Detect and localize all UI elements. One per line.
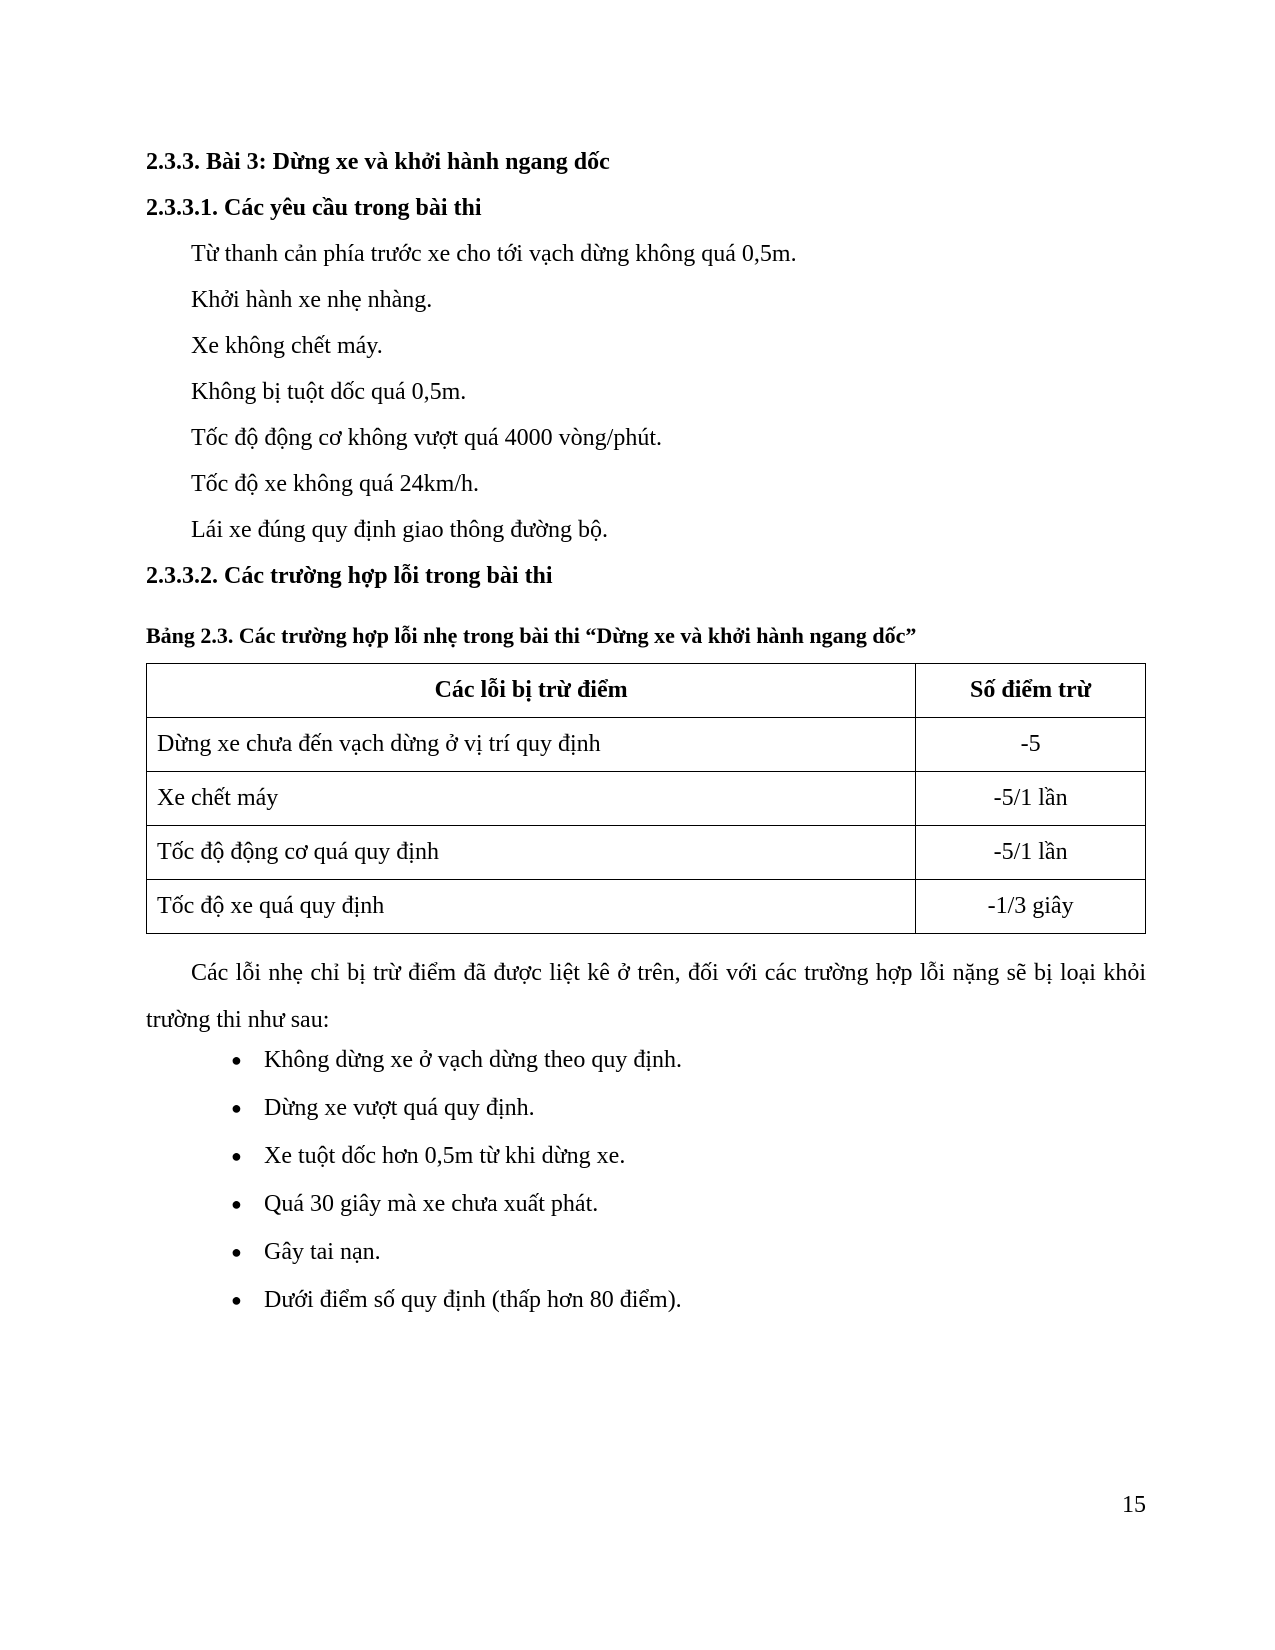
list-item	[226, 1228, 682, 1276]
bullet-icon: ●	[231, 1194, 242, 1214]
list-item-text: Gây tai nạn.	[264, 1239, 381, 1265]
table-caption: Bảng 2.3. Các trường hợp lỗi nhẹ trong bài thi “Dừng xe và khởi hành ngang dốc”	[146, 623, 917, 648]
page-number: 15	[1122, 1492, 1146, 1518]
bullet-icon: ●	[231, 1146, 242, 1166]
heavy-errors-list	[226, 1036, 682, 1324]
list-item-text: Dưới điểm số quy định (thấp hơn 80 điểm).	[264, 1287, 682, 1313]
table-header-row	[147, 664, 1146, 718]
bullet-icon: ●	[231, 1098, 242, 1118]
requirement-item: Không bị tuột dốc quá 0,5m.	[191, 379, 467, 405]
list-item-text: Xe tuột dốc hơn 0,5m từ khi dừng xe.	[264, 1143, 626, 1169]
points-cell: -5/1 lần	[916, 772, 1146, 826]
heavy-errors-note: Các lỗi nhẹ chỉ bị trừ điểm đã được liệt kê ở trên, đối với các trường hợp lỗi nặng sẽ bị loại khỏi trường thi như sau:	[146, 960, 1146, 1033]
list-item-text: Quá 30 giây mà xe chưa xuất phát.	[264, 1191, 599, 1217]
points-cell: -1/3 giây	[916, 880, 1146, 934]
error-cell: Tốc độ động cơ quá quy định	[147, 826, 916, 880]
list-item	[226, 1132, 682, 1180]
table-row	[147, 718, 1146, 772]
requirement-item: Tốc độ động cơ không vượt quá 4000 vòng/phút.	[191, 425, 663, 451]
error-cell: Dừng xe chưa đến vạch dừng ở vị trí quy định	[147, 718, 916, 772]
list-item	[226, 1276, 682, 1324]
error-cell: Xe chết máy	[147, 772, 916, 826]
error-cell: Tốc độ xe quá quy định	[147, 880, 916, 934]
points-cell: -5/1 lần	[916, 826, 1146, 880]
bullet-icon: ●	[231, 1242, 242, 1262]
table-row	[147, 826, 1146, 880]
bullet-icon: ●	[231, 1050, 242, 1070]
points-cell: -5	[916, 718, 1146, 772]
requirement-item: Từ thanh cản phía trước xe cho tới vạch dừng không quá 0,5m.	[191, 241, 797, 267]
list-item-text: Không dừng xe ở vạch dừng theo quy định.	[264, 1047, 682, 1073]
requirement-item: Tốc độ xe không quá 24km/h.	[191, 471, 479, 497]
table-row	[147, 880, 1146, 934]
column-header-points: Số điểm trừ	[916, 664, 1146, 718]
errors-heading: 2.3.3.2. Các trường hợp lỗi trong bài thi	[146, 563, 553, 589]
list-item	[226, 1180, 682, 1228]
list-item	[226, 1084, 682, 1132]
column-header-error: Các lỗi bị trừ điểm	[147, 664, 916, 718]
list-item	[226, 1036, 682, 1084]
bullet-icon: ●	[231, 1290, 242, 1310]
errors-table	[146, 663, 1146, 934]
requirement-item: Lái xe đúng quy định giao thông đường bộ.	[191, 517, 608, 543]
list-item-text: Dừng xe vượt quá quy định.	[264, 1095, 535, 1121]
requirement-item: Xe không chết máy.	[191, 333, 383, 359]
section-title: 2.3.3. Bài 3: Dừng xe và khởi hành ngang dốc	[146, 149, 610, 175]
table-row	[147, 772, 1146, 826]
requirement-item: Khởi hành xe nhẹ nhàng.	[191, 287, 433, 313]
requirements-heading: 2.3.3.1. Các yêu cầu trong bài thi	[146, 195, 482, 221]
